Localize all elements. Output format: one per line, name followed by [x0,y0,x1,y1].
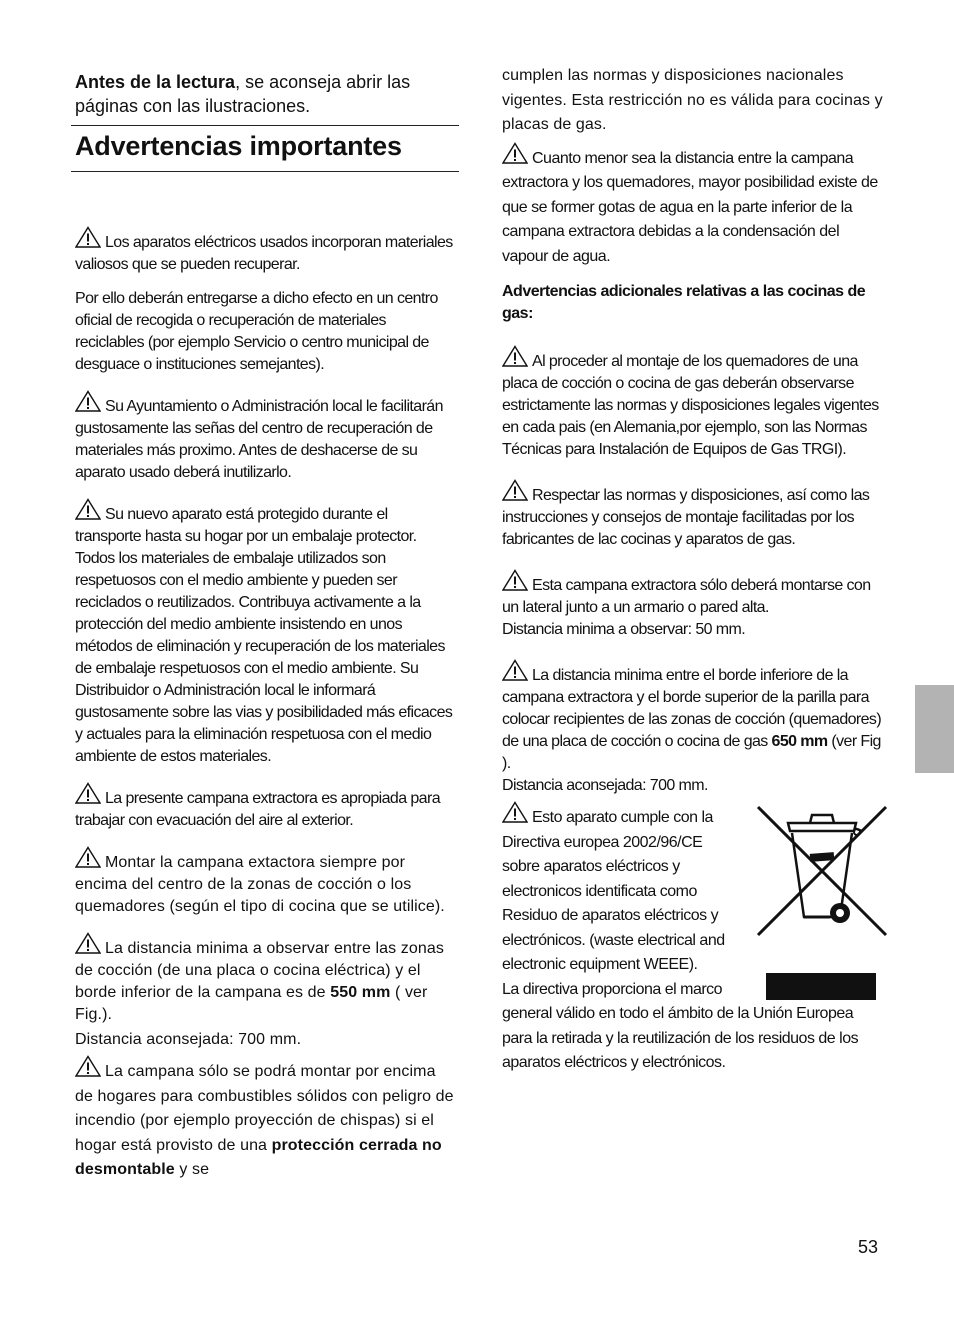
paragraph: La presente campana extractora es apropiada para trabajar con evacuación del aire al exterior. [75,782,455,832]
paragraph: general válido en todo el ámbito de la Unión Europea para la retirada y la reutilización de los residuos de los aparatos eléctricos y electrónicos. [502,1005,859,1071]
paragraph: Los aparatos eléctricos usados incorporan materiales valiosos que se pueden recuperar. [75,226,455,276]
warning-triangle-icon [75,390,101,412]
intro-note [75,70,455,118]
paragraph: La campana sólo se podrá montar por encima de hogares para combustibles sólidos con peligro de incendio (por ejemplo proyección de chispas) si el hogar está provisto de una protección cerrada no desmontable y se [75,1055,455,1183]
paragraph: Distancia aconsejada: 700 mm. [75,1031,302,1048]
paragraph: Su Ayuntamiento o Administración local le facilitarán gustosamente las señas del centro de recuperación de materiales más proximo. Antes de deshacerse de su aparato usado deberá inutilizarlo. [75,390,455,484]
paragraph: Distancia aconsejada: 700 mm. [502,777,708,794]
paragraph: Su nuevo aparato está protegido durante el transporte hasta su hogar por un embalaje protector. Todos los materiales de embalaje utilizados son respetuosos con el medio ambiente y pueden ser reciclados o reutilizados. Contribuya activamente a la protección del medio ambiente insistendo en unos métodos de eliminación y recuperación de los materiales de embalaje respetuosos con el medio ambiente. Su Distribuidor o Administración local le informará gustosamente sobre las vias y posibilidaded más eficaces y actuales para la eliminación respetuosa con el medio ambiente de estos materiales. [75,498,455,768]
intro-bold: Antes de la lectura [75,72,236,92]
subheading: Advertencias adicionales relativas a las cocinas de gas: [502,283,866,322]
warning-triangle-icon [502,479,528,501]
paragraph: La distancia minima a observar entre las zonas de cocción (de una placa o cocina eléctrica) y el borde inferior de la campana es de 550 mm ( ver Fig.). [75,932,455,1026]
paragraph: Al proceder al montaje de los quemadores de una placa de cocción o cocina de gas deberán observarse estrictamente las normas y disposiciones legales vigentes en cada pais (en Alemania,por ejemplo, son las Normas Técnicas para Instalación de Equipos de Gas TRGI). [502,345,884,461]
warning-triangle-icon [502,659,528,681]
page-title: Advertencias importantes [75,131,402,161]
paragraph: Distancia minima a observar: 50 mm. [502,621,746,638]
weee-marking-bar [766,973,876,1000]
title-block [71,125,459,172]
paragraph: Esta campana extractora sólo deberá montarse con un lateral junto a un armario o pared alta. [502,569,884,619]
intro-rest: , se aconseja abrir las páginas con las ilustraciones. [75,72,411,116]
side-tab-marker [915,685,954,773]
warning-triangle-icon [75,226,101,248]
warning-triangle-icon [502,569,528,591]
left-column [75,70,455,1183]
crossed-out-wheelie-bin-icon [754,801,890,941]
right-column [502,64,884,1076]
paragraph: Por ello deberán entregarse a dicho efecto en un centro oficial de recogida o recuperación de materiales reciclables (por ejemplo Servicio o centro municipal de desguace o instituciones semejantes). [75,290,438,373]
weee-section [502,801,884,1076]
warning-triangle-icon [75,498,101,520]
paragraph: cumplen las normas y disposiciones nacionales vigentes. Esta restricción no es válida para cocinas y placas de gas. [502,67,883,133]
warning-triangle-icon [75,782,101,804]
page-number: 53 [857,1237,878,1257]
warning-triangle-icon [502,801,528,823]
warning-triangle-icon [502,345,528,367]
warning-triangle-icon [502,142,528,164]
paragraph: Montar la campana extactora siempre por encima del centro de la zonas de cocción o los quemadores (según el tipo di cocina que se utilice). [75,846,455,918]
paragraph: Respectar las normas y disposiciones, así como las instrucciones y consejos de montaje facilitadas por los fabricantes de lac cocinas y aparatos de gas. [502,479,884,551]
warning-triangle-icon [75,932,101,954]
warning-triangle-icon [75,1055,101,1077]
paragraph: La directiva proporciona el marco [502,980,723,998]
paragraph: Esto aparato cumple con la Directiva europea 2002/96/CE sobre aparatos eléctricos y electronicos identificata como Residuo de aparatos eléctricos y electrónicos. (waste electrical and electronic equipment WEEE). [502,801,742,978]
paragraph: La distancia minima entre el borde inferiore de la campana extractora y el borde superior de la parilla para colocar recipientes de las zonas de cocción (quemadores) de una placa de cocción o cocina de gas 650 mm (ver Fig ). [502,659,884,775]
paragraph: Cuanto menor sea la distancia entre la campana extractora y los quemadores, mayor posibilidad existe de que se former gotas de agua en la parte inferior de la campana extractora debidas a la condensación del vapour de agua. [502,142,884,270]
warning-triangle-icon [75,846,101,868]
